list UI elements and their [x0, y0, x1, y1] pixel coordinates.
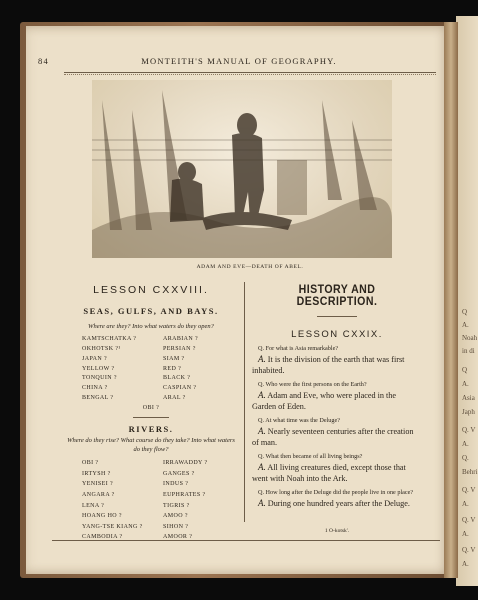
seas-question: Where are they? Into what waters do they open? — [88, 323, 214, 330]
header-rule — [64, 72, 436, 73]
answer-text — [252, 426, 422, 448]
right-column — [252, 284, 422, 510]
list-item: AMOO ? — [163, 513, 188, 520]
list-item: ARAL ? — [163, 394, 186, 401]
list-item: EUPHRATES ? — [163, 492, 206, 499]
list-item: OBI ? — [142, 405, 160, 412]
facing-page-fragment: Behri — [462, 468, 478, 476]
list-item: CAMBODIA ? — [82, 534, 123, 541]
list-item: BLACK ? — [163, 375, 191, 382]
list-item: RED ? — [163, 365, 182, 372]
question-text: Q. At what time was the Deluge? — [258, 417, 340, 424]
footer-rule — [52, 540, 440, 541]
qa-block — [252, 381, 422, 412]
list-item: GANGES ? — [163, 470, 195, 477]
page-number: 84 — [38, 56, 49, 66]
seas-list — [64, 335, 238, 403]
footnote: 1 O-kotsk'. — [324, 528, 350, 534]
engraving-illustration — [92, 80, 392, 258]
answer-marker: A. — [258, 390, 266, 400]
rivers-heading: RIVERS. — [128, 424, 174, 435]
question-text: Q. Who were the first persons on the Earth? — [258, 381, 367, 388]
answer-text — [252, 354, 422, 376]
answer-body: All living creatures died, except those that went with Noah into the Ark. — [252, 463, 406, 483]
list-item: BENGAL ? — [82, 394, 114, 401]
list-item: HOANG HO ? — [82, 513, 122, 520]
answer-text — [252, 462, 422, 484]
qa-block — [252, 453, 422, 484]
facing-page-fragment: Q. — [462, 454, 469, 462]
running-title: MONTEITH'S MANUAL OF GEOGRAPHY. — [141, 56, 337, 66]
facing-page-fragment: Q. V — [462, 426, 476, 434]
rivers-question: Where do they rise? What course do they take? Into what waters do they flow? — [67, 437, 235, 453]
running-header — [38, 56, 440, 70]
question-text: Q. How long after the Deluge did the people live in one place? — [258, 489, 414, 496]
seas-heading: SEAS, GULFS, AND BAYS. — [83, 306, 219, 316]
facing-page-fragment: Q — [462, 366, 468, 374]
list-item: OBI ? — [82, 460, 99, 467]
facing-page-fragment: A. — [462, 560, 469, 568]
column-divider — [244, 282, 245, 522]
list-item: CHINA ? — [82, 384, 108, 391]
facing-page-fragment: Q. V — [462, 546, 476, 554]
list-item: ARABIAN ? — [163, 336, 199, 343]
qa-block — [252, 489, 422, 510]
answer-body: During one hundred years after the Deluge. — [267, 499, 410, 508]
section-rule — [317, 316, 357, 317]
facing-page — [456, 16, 478, 586]
answer-marker: A. — [258, 462, 266, 472]
question-text: Q. What then became of all living beings? — [258, 453, 363, 460]
lesson-heading: LESSON CXXVIII. — [93, 284, 209, 296]
engraving-drawing — [92, 80, 392, 258]
list-item: SIHON ? — [163, 523, 189, 530]
facing-page-fragment: Q. V — [462, 516, 476, 524]
list-item: JAPAN ? — [82, 355, 108, 362]
illustration-caption: ADAM AND EVE—DEATH OF ABEL. — [196, 264, 304, 270]
list-item: YANG-TSE KIANG ? — [82, 523, 143, 530]
answer-marker: A. — [258, 354, 266, 364]
facing-page-fragment: A. — [462, 380, 469, 388]
facing-page-fragment: Japh — [462, 408, 475, 416]
answer-body: It is the division of the earth that was first inhabited. — [252, 355, 405, 375]
answer-text — [252, 498, 422, 510]
list-item: IRTYSH ? — [82, 470, 111, 477]
left-column — [64, 284, 238, 543]
list-item: YENISEI ? — [82, 481, 114, 488]
list-item: YELLOW ? — [82, 365, 115, 372]
list-item: TIGRIS ? — [163, 502, 190, 509]
list-item: IRRAWADDY ? — [163, 460, 208, 467]
facing-page-fragment: Q. V — [462, 486, 476, 494]
rivers-section — [64, 424, 238, 543]
qa-block — [252, 345, 422, 376]
list-item: ANGARA ? — [82, 492, 115, 499]
header-rule-dotted — [64, 74, 436, 75]
section-title: HISTORY AND DESCRIPTION. — [296, 284, 378, 308]
answer-text — [252, 390, 422, 412]
facing-page-fragment: A. — [462, 500, 469, 508]
facing-page-fragment: A. — [462, 530, 469, 538]
facing-page-fragment: Asia — [462, 394, 475, 402]
qa-block — [252, 417, 422, 448]
list-item: SIAM ? — [163, 355, 185, 362]
answer-body: Nearly seventeen centuries after the creation of man. — [252, 427, 414, 447]
list-item: KAMTSCHATKA ? — [82, 336, 137, 343]
answer-marker: A. — [258, 498, 266, 508]
lesson-heading: LESSON CXXIX. — [291, 329, 383, 340]
facing-page-fragment: in di — [462, 347, 475, 355]
facing-page-fragment: A. — [462, 440, 469, 448]
list-item: AMOOR ? — [163, 534, 193, 541]
facing-page-fragment: Q — [462, 308, 468, 316]
facing-page-fragment: A. — [462, 321, 469, 329]
book-gutter — [444, 22, 458, 578]
facing-page-fragment: Noah — [462, 334, 478, 342]
list-item: OKHOTSK ?¹ — [82, 346, 121, 353]
list-item: INDUS ? — [163, 481, 189, 488]
list-item: PERSIAN ? — [163, 346, 196, 353]
question-text: Q. For what is Asia remarkable? — [258, 345, 339, 352]
list-item: CASPIAN ? — [163, 384, 197, 391]
answer-marker: A. — [258, 426, 266, 436]
list-item: LENA ? — [82, 502, 105, 509]
list-item: TONQUIN ? — [82, 375, 117, 382]
answer-body: Adam and Eve, who were placed in the Garden of Eden. — [252, 391, 397, 411]
rivers-list — [64, 458, 238, 543]
section-rule — [133, 417, 169, 418]
